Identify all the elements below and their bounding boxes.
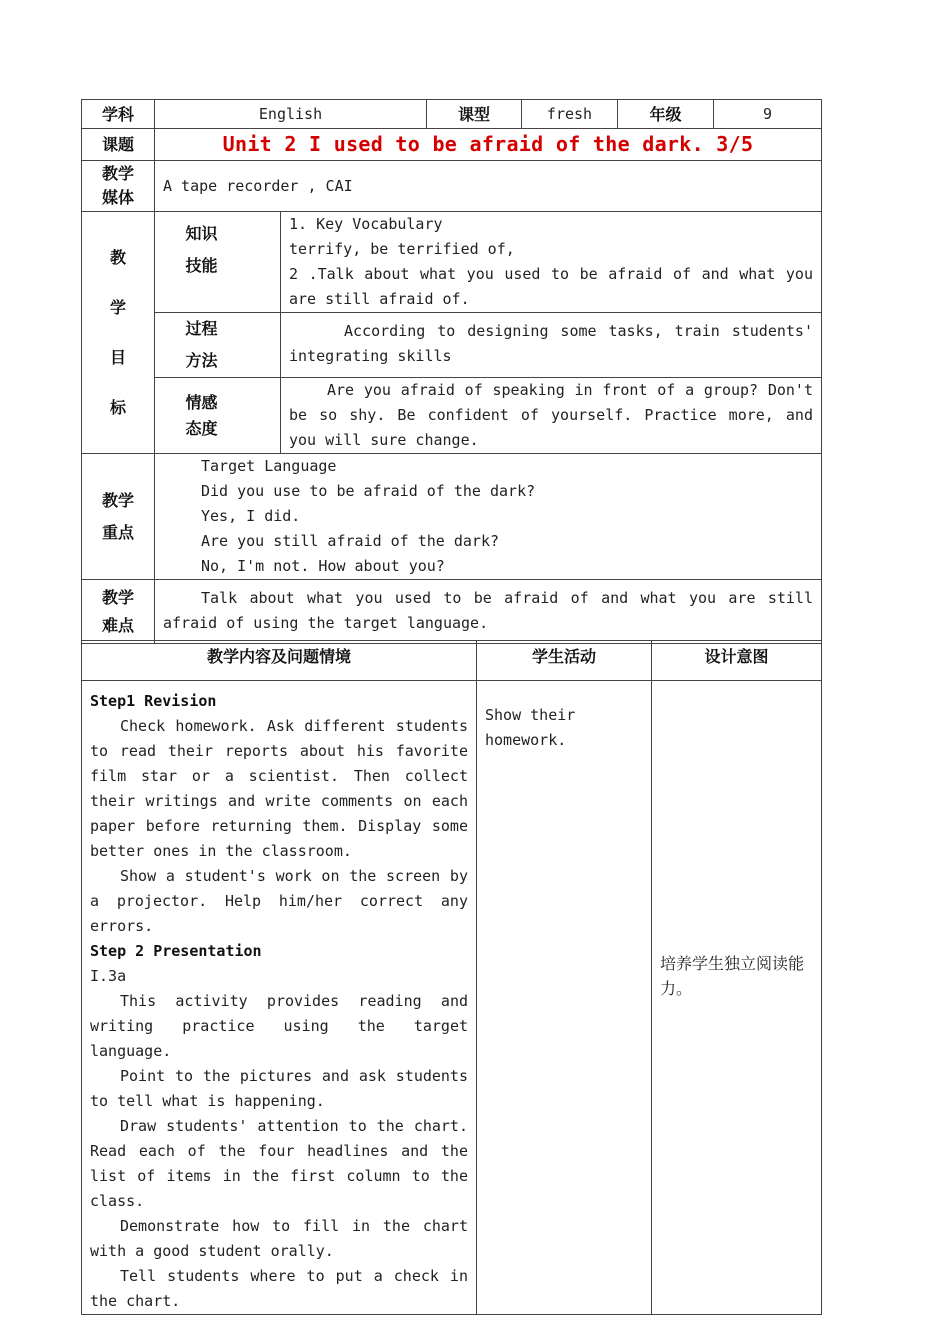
step2-paragraph: Tell students where to put a check in the chart.	[90, 1267, 468, 1310]
difficult-points-text: Talk about what you used to be afraid of and what you are still afraid of using the target language.	[155, 580, 822, 644]
process-text: According to designing some tasks, train students' integrating skills	[281, 313, 822, 378]
lesson-info-table	[81, 99, 822, 644]
step1-paragraph: Check homework. Ask different students to read their reports about his favorite film star or a scientist. Then collect their writings and write comments on each paper before returning them. Display some better ones in the classroom.	[90, 717, 468, 860]
content-cell	[82, 681, 477, 1315]
step2-subheading: I.3a	[90, 967, 127, 985]
media-value: A tape recorder , CAI	[155, 161, 822, 212]
step1-title: Step1 Revision	[90, 692, 217, 710]
emotion-label: 情感 态度	[155, 378, 281, 454]
column-header-content: 教学内容及问题情境	[82, 641, 477, 681]
step2-paragraph: Point to the pictures and ask students to tell what is happening.	[90, 1067, 468, 1110]
grade-label: 年级	[618, 100, 714, 129]
intent-cell: 培养学生独立阅读能力。	[652, 681, 822, 1315]
lesson-type-label: 课型	[427, 100, 522, 129]
key-points-text: Target Language Did you use to be afraid of the dark? Yes, I did. Are you still afraid of the dark? No, I'm not. How about you?	[155, 454, 822, 580]
subject-value: English	[155, 100, 427, 129]
step2-paragraph: Draw students' attention to the chart. Read each of the four headlines and the list of items in the first column to the class.	[90, 1117, 468, 1210]
media-label: 教学 媒体	[82, 161, 155, 212]
lesson-procedure-table	[81, 640, 822, 1315]
emotion-text: Are you afraid of speaking in front of a group? Don't be so shy. Be confident of yourself. Practice more, and you will sure change.	[281, 378, 822, 454]
column-header-intent: 设计意图	[652, 641, 822, 681]
step1-paragraph: Show a student's work on the screen by a projector. Help him/her correct any errors.	[90, 867, 468, 935]
topic-label: 课题	[82, 129, 155, 161]
knowledge-text: 1. Key Vocabulary terrify, be terrified of, 2 .Talk about what you used to be afraid of and what you are still afraid of.	[281, 212, 822, 313]
grade-value: 9	[714, 100, 822, 129]
process-label: 过程 方法	[155, 313, 281, 378]
lesson-type-value: fresh	[522, 100, 618, 129]
step2-title: Step 2 Presentation	[90, 942, 262, 960]
column-header-activity: 学生活动	[477, 641, 652, 681]
step2-paragraph: Demonstrate how to fill in the chart with a good student orally.	[90, 1217, 468, 1260]
activity-cell: Show their homework.	[477, 681, 652, 1315]
lesson-title: Unit 2 I used to be afraid of the dark. 3/5	[155, 129, 822, 161]
knowledge-label: 知识 技能	[155, 212, 281, 313]
key-points-label: 教学 重点	[82, 454, 155, 580]
objectives-label: 教 学 目 标	[82, 212, 155, 454]
step2-paragraph: This activity provides reading and writing practice using the target language.	[90, 992, 468, 1060]
difficult-points-label: 教学 难点	[82, 580, 155, 644]
subject-label: 学科	[82, 100, 155, 129]
